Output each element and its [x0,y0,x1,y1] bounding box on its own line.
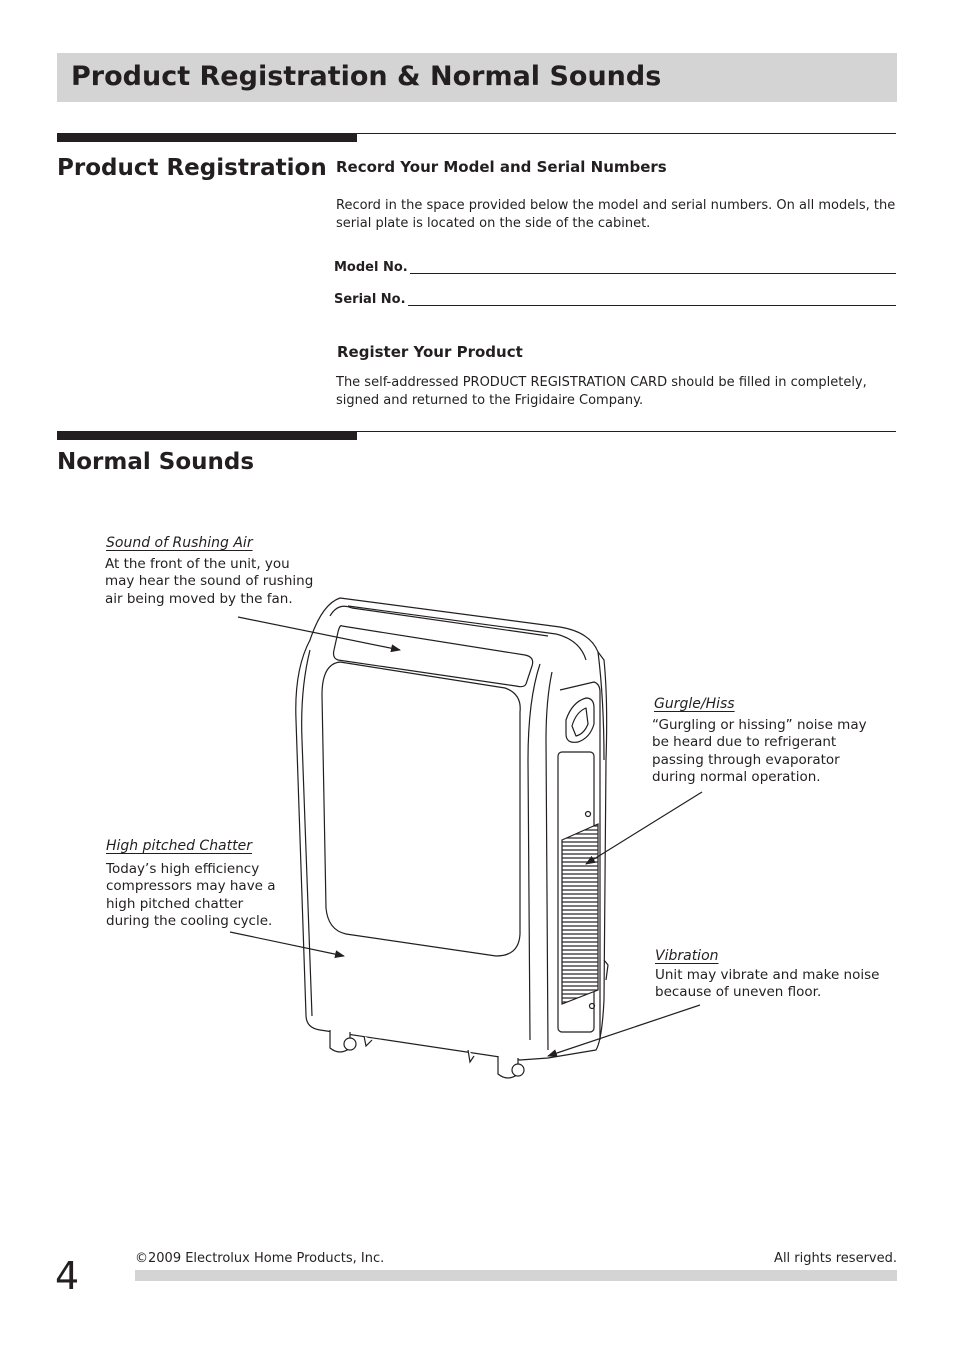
footer-rights: All rights reserved. [774,1251,897,1266]
callout-text-vibration: Unit may vibrate and make noise because of uneven floor. [655,967,880,1001]
callout-title-gurgle: Gurgle/Hiss [654,696,735,712]
record-heading: Record Your Model and Serial Numbers [336,158,667,176]
callout-title-vibration: Vibration [655,948,719,964]
callout-arrow-vibration [548,1005,700,1056]
callout-text-rushing-air: At the front of the unit, you may hear the sound of rushing air being moved by the fan. [105,556,314,607]
page-number: 4 [55,1254,80,1298]
callout-arrow-gurgle [586,792,702,864]
callout-arrow-chatter [230,932,344,956]
page-title: Product Registration & Normal Sounds [71,61,662,92]
callout-arrow-rushing-air [238,617,400,650]
register-heading: Register Your Product [337,343,523,361]
model-number-label: Model No. [334,260,408,275]
callout-text-chatter: Today’s high efficiency compressors may have a high pitched chatter during the cooling cycle. [106,861,276,929]
serial-number-label: Serial No. [334,292,406,307]
callout-title-chatter: High pitched Chatter [106,838,252,854]
footer-bar [135,1270,897,1281]
section-title-registration: Product Registration [57,155,327,181]
section-title-sounds: Normal Sounds [57,449,255,475]
callout-text-gurgle: “Gurgling or hissing” noise may be heard due to refrigerant passing through evaporator during normal operation. [652,717,867,785]
footer-copyright: ©2009 Electrolux Home Products, Inc. [135,1251,385,1266]
callout-title-rushing-air: Sound of Rushing Air [106,535,253,551]
register-body: The self-addressed PRODUCT REGISTRATION CARD should be filled in completely, signed and returned to the Frigidaire Company. [336,375,867,408]
record-body: Record in the space provided below the model and serial numbers. On all models, the serial plate is located on the side of the cabinet. [336,198,896,231]
